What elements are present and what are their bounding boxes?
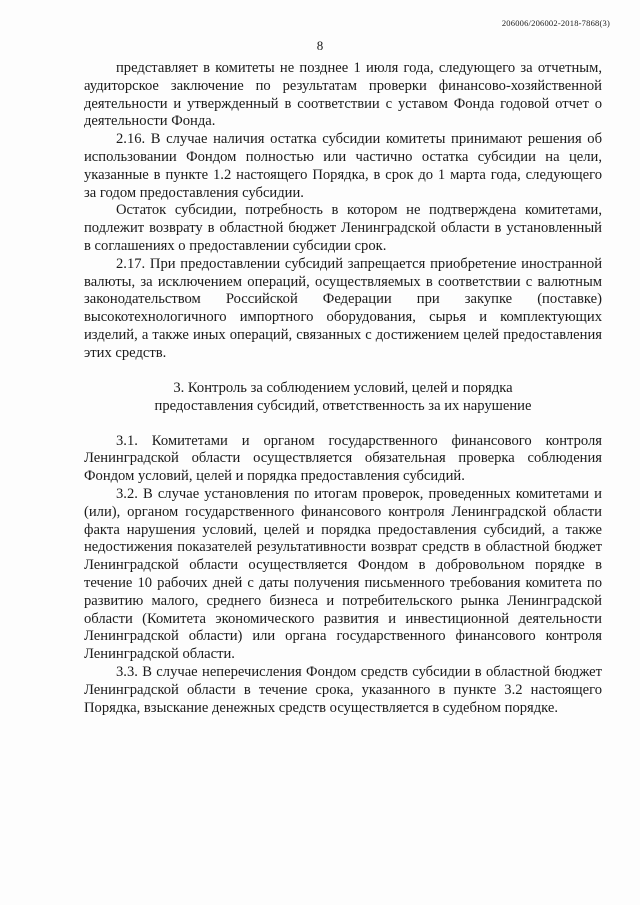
paragraph-3-2: 3.2. В случае установления по итогам проверок, проведенных комитетами и (или), органом государственного финансового контроля Ленинградской области факта нарушения условий, целей и порядка предоставления субсидий, а также недостижения показателей результативности возврат средств в областной бюджет Ленинградской области осуществляется Фондом в добровольном порядке в течение 10 рабочих дней с даты получения письменного требования комитета по развитию малого, среднего бизнеса и потребительского рынка Ленинградской области (Комитета экономического развития и инвестиционной деятельности Ленинградской области) или органа государственного финансового контроля Ленинградской области. [84,485,602,663]
section-3-heading-line-2: предоставления субсидий, ответственность за их нарушение [154,397,532,414]
page-number: 8 [316,38,324,53]
paragraph-3-3: 3.3. В случае неперечисления Фондом средств субсидии в областной бюджет Ленинградской области в течение срока, указанного в пункте 3.2 настоящего Порядка, взыскание денежных средств осуществляется в судебном порядке. [84,663,602,716]
paragraph-2-17: 2.17. При предоставлении субсидий запрещается приобретение иностранной валюты, за исключением операций, осуществляемых в соответствии с валютным законодательством Российской Федерации при закупке (поставке) высокотехнологичного импортного оборудования, сырья и комплектующих изделий, а также иных операций, связанных с достижением целей предоставления этих средств. [84,255,602,361]
document-id: 206006/206002-2018-7868(3) [501,18,610,28]
document-body [84,60,602,717]
paragraph-continuation: представляет в комитеты не позднее 1 июля года, следующего за отчетным, аудиторское заключение по результатам проверки финансово-хозяйственной деятельности и утвержденный в соответствии с уставом Фонда годовой отчет о деятельности Фонда. [84,60,602,130]
section-3-heading [84,379,602,415]
paragraph-2-16: 2.16. В случае наличия остатка субсидии комитеты принимают решения об использовании Фондом полностью или частично остатка субсидии на цели, указанные в пункте 1.2 настоящего Порядка, в срок до 1 марта года, следующего за годом предоставления субсидии. [84,131,602,201]
paragraph-3-1: 3.1. Комитетами и органом государственного финансового контроля Ленинградской области осуществляется обязательная проверка соблюдения Фондом условий, целей и порядка предоставления субсидий. [84,432,602,485]
paragraph-subsidy-remainder: Остаток субсидии, потребность в котором не подтверждена комитетами, подлежит возврату в областной бюджет Ленинградской области в установленный в соглашениях о предоставлении субсидии срок. [84,202,602,254]
section-3-heading-line-1: 3. Контроль за соблюдением условий, целей и порядка [173,379,513,396]
